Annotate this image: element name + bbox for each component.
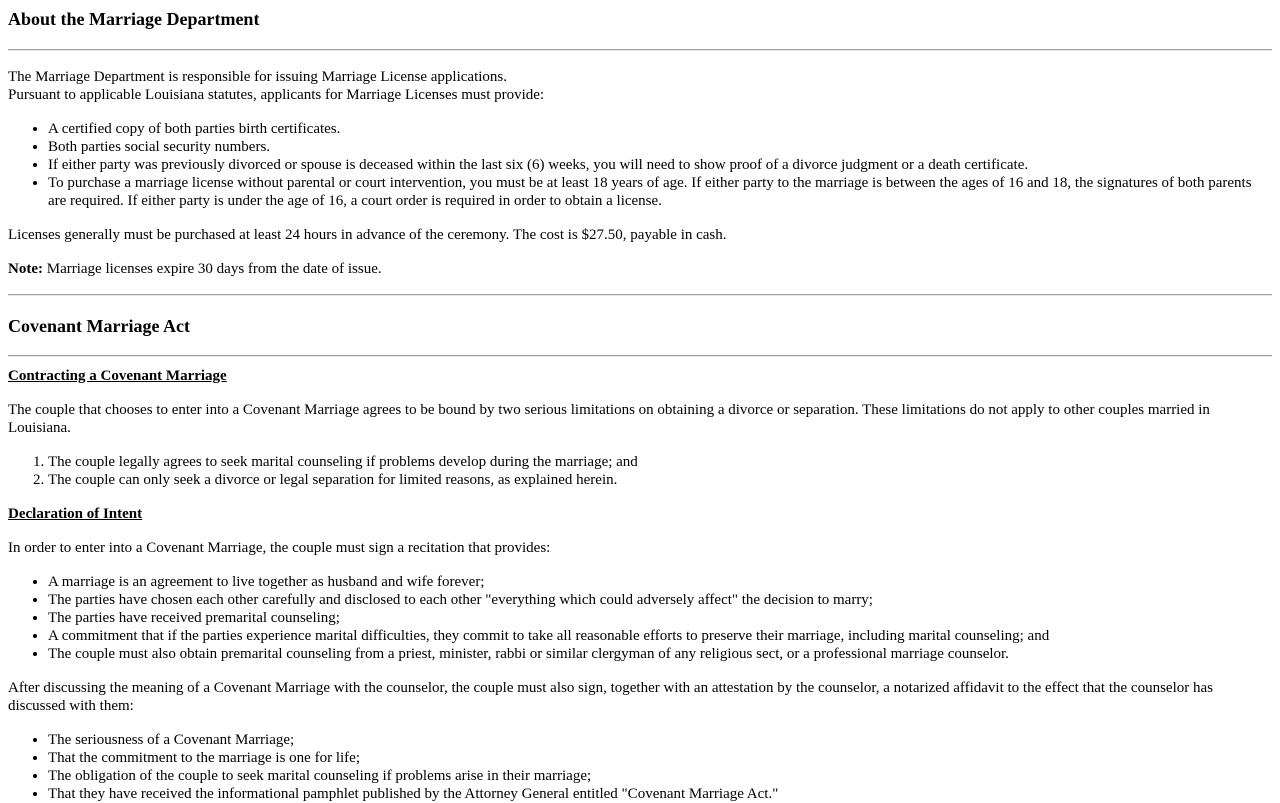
divider: [8, 355, 1272, 357]
list-item: • That the commitment to the marriage is one for life;: [48, 749, 1272, 767]
contracting-subheading: Contracting a Covenant Marriage: [8, 368, 227, 384]
intro-paragraph-2: Pursuant to applicable Louisiana statutes, applicants for Marriage Licenses must provide:: [8, 87, 545, 103]
list-item: • The seriousness of a Covenant Marriage;: [48, 731, 1272, 749]
list-item: • A certified copy of both parties birth certificates.: [48, 120, 1272, 138]
list-item: • The parties have chosen each other carefully and disclosed to each other "everything which could adversely affect" the decision to marry;: [48, 591, 1272, 609]
list-item: • The parties have received premarital counseling;: [48, 609, 1272, 627]
note-text: Marriage licenses expire 30 days from the date of issue.: [42, 261, 382, 277]
list-item: • A commitment that if the parties experience marital difficulties, they commit to take all reasonable efforts to preserve their marriage, including marital counseling; and: [48, 627, 1272, 645]
licenses-paragraph: Licenses generally must be purchased at least 24 hours in advance of the ceremony. The cost is $27.50, payable in cash.: [8, 227, 727, 243]
list-item: • To purchase a marriage license without parental or court intervention, you must be at least 18 years of age. If either party to the marriage is between the ages of 16 and 18, the signatures of both parents are required. If either party is under the age of 16, a court order is required in order to obtain a license.: [48, 174, 1272, 210]
requirements-list: [8, 120, 1272, 210]
about-heading: About the Marriage Department: [8, 9, 260, 29]
list-item: • The obligation of the couple to seek marital counseling if problems arise in their marriage;: [48, 767, 1272, 785]
declaration-paragraph: In order to enter into a Covenant Marriage, the couple must sign a recitation that provides:: [8, 540, 551, 556]
list-item: • The couple must also obtain premarital counseling from a priest, minister, rabbi or similar clergyman of any religious sect, or a professional marriage counselor.: [48, 645, 1272, 663]
list-item: • Both parties social security numbers.: [48, 138, 1272, 156]
divider: [8, 294, 1272, 296]
list-item: 1. The couple legally agrees to seek marital counseling if problems develop during the marriage; and: [48, 453, 1272, 471]
list-item: • A marriage is an agreement to live together as husband and wife forever;: [48, 573, 1272, 591]
list-item: 2. The couple can only seek a divorce or legal separation for limited reasons, as explained herein.: [48, 471, 1272, 489]
note-paragraph: [8, 260, 1272, 278]
limitations-list: [8, 453, 1272, 489]
divider: [8, 49, 1272, 51]
list-item: • That they have received the informational pamphlet published by the Attorney General entitled "Covenant Marriage Act.": [48, 785, 1272, 803]
affidavit-paragraph: After discussing the meaning of a Covenant Marriage with the counselor, the couple must also sign, together with an attestation by the counselor, a notarized affidavit to the effect that the counselor has discussed with them:: [8, 680, 1213, 714]
covenant-heading: Covenant Marriage Act: [8, 316, 190, 336]
affidavit-list: [8, 731, 1272, 803]
list-item: • If either party was previously divorced or spouse is deceased within the last six (6) weeks, you will need to show proof of a divorce judgment or a death certificate.: [48, 156, 1272, 174]
contracting-paragraph: The couple that chooses to enter into a Covenant Marriage agrees to be bound by two serious limitations on obtaining a divorce or separation. These limitations do not apply to other couples married in Louisiana.: [8, 402, 1210, 436]
note-label: Note:: [8, 261, 43, 277]
declaration-subheading: Declaration of Intent: [8, 506, 143, 522]
declaration-list: [8, 573, 1272, 663]
intro-paragraph-1: The Marriage Department is responsible for issuing Marriage License applications.: [8, 69, 508, 85]
